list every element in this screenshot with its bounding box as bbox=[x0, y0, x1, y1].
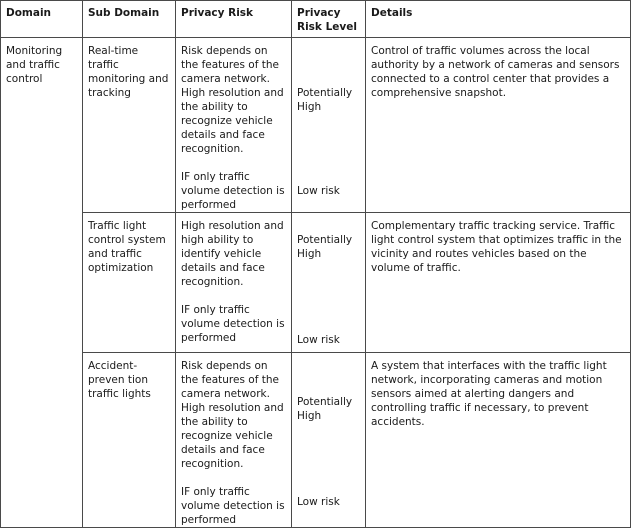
risk-condition: IF only traffic volume detection is performed bbox=[181, 304, 285, 344]
sub-domain-label: Accident-preven tion traffic lights bbox=[88, 360, 151, 400]
risk-level-primary: Potentially High bbox=[297, 87, 353, 113]
header-privacy-risk-level: Privacy Risk Level bbox=[292, 1, 366, 38]
header-privacy-risk: Privacy Risk bbox=[176, 1, 292, 38]
sub-domain-label: Real-time traffic monitoring and tracking bbox=[88, 45, 169, 99]
privacy-risk-cell bbox=[176, 353, 292, 528]
risk-level-primary: Potentially High bbox=[297, 234, 353, 260]
sub-domain-cell bbox=[83, 38, 176, 213]
risk-level-primary: Potentially High bbox=[297, 396, 353, 422]
header-sub-domain: Sub Domain bbox=[83, 1, 176, 38]
details-text: Control of traffic volumes across the local authority by a network of cameras and sensors connected to a control center that provides a comprehensive snapshot. bbox=[371, 45, 620, 99]
details-text: A system that interfaces with the traffic light network, incorporating cameras and motion sensors aimed at alerting dangers and controlling traffic if necessary, to prevent accidents. bbox=[371, 360, 607, 428]
privacy-risk-level-cell bbox=[292, 38, 366, 213]
table-row bbox=[1, 353, 631, 528]
details-cell bbox=[366, 213, 631, 353]
risk-level-secondary: Low risk bbox=[297, 496, 340, 508]
privacy-risk-cell bbox=[176, 38, 292, 213]
header-details: Details bbox=[366, 1, 631, 38]
table-row bbox=[1, 213, 631, 353]
privacy-risk-level-cell bbox=[292, 353, 366, 528]
sub-domain-cell bbox=[83, 213, 176, 353]
risk-level-secondary: Low risk bbox=[297, 185, 340, 197]
privacy-risk-cell bbox=[176, 213, 292, 353]
privacy-risk-level-cell bbox=[292, 213, 366, 353]
sub-domain-cell bbox=[83, 353, 176, 528]
header-domain: Domain bbox=[1, 1, 83, 38]
table-row bbox=[1, 38, 631, 213]
risk-level-secondary: Low risk bbox=[297, 334, 340, 346]
details-cell bbox=[366, 38, 631, 213]
details-text: Complementary traffic tracking service. Traffic light control system that optimizes traffic in the vicinity and routes vehicles based on the volume of traffic. bbox=[371, 220, 622, 274]
risk-condition: IF only traffic volume detection is performed bbox=[181, 486, 285, 526]
risk-condition: IF only traffic volume detection is performed bbox=[181, 171, 285, 211]
domain-cell bbox=[1, 38, 83, 528]
risk-description: Risk depends on the features of the camera network. High resolution and the ability to recognize vehicle details and face recognition. bbox=[181, 360, 284, 470]
details-cell bbox=[366, 353, 631, 528]
header-row bbox=[1, 1, 631, 38]
sub-domain-label: Traffic light control system and traffic optimization bbox=[88, 220, 166, 274]
risk-description: Risk depends on the features of the camera network. High resolution and the ability to recognize vehicle details and face recognition. bbox=[181, 45, 284, 155]
domain-label: Monitoring and traffic control bbox=[6, 45, 63, 85]
risk-description: High resolution and high ability to identify vehicle details and face recognition. bbox=[181, 220, 284, 288]
